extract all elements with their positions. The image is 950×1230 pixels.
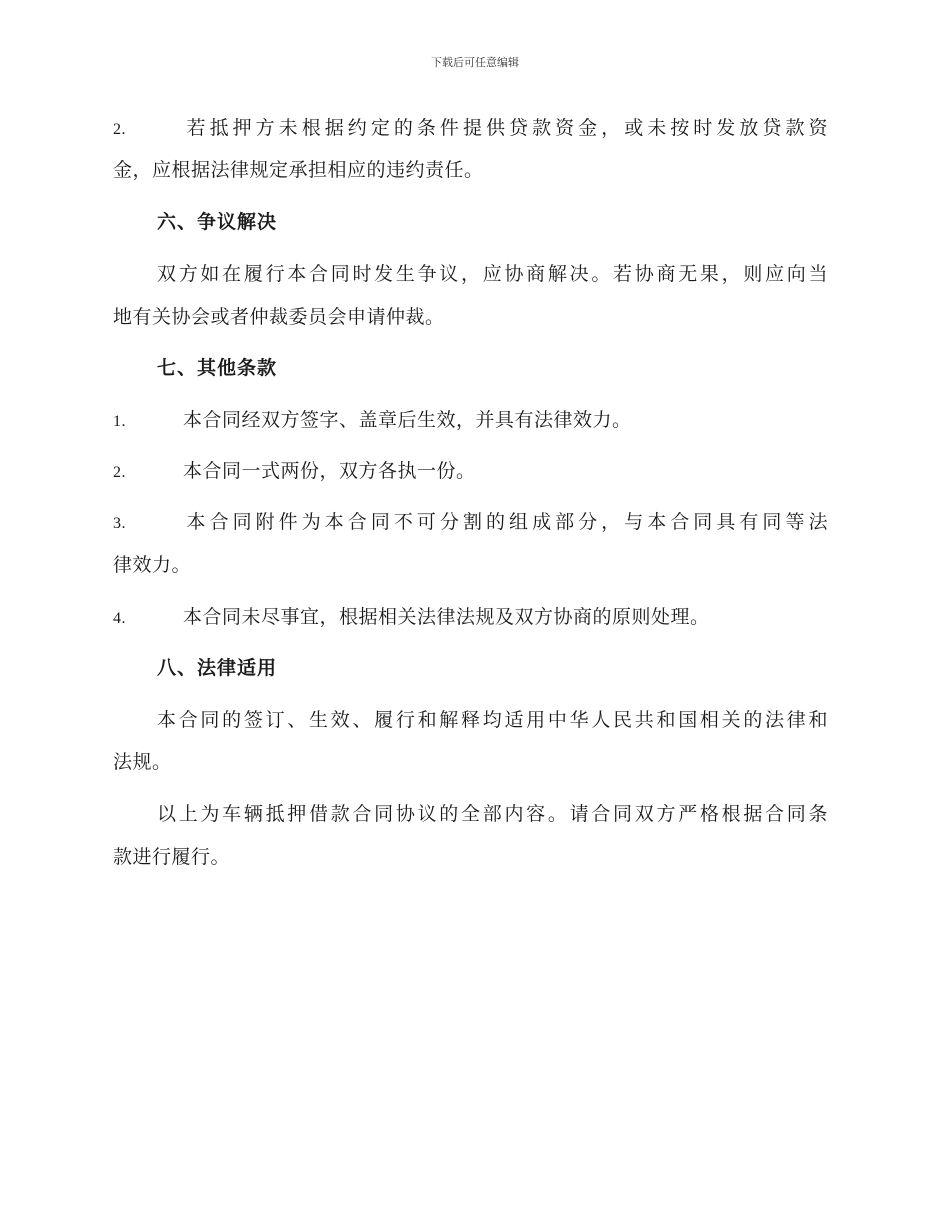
clause-item-5-2-line2: 金，应根据法律规定承担相应的违约责任。 [113, 159, 484, 181]
section-six-paragraph-line2: 地有关协会或者仲裁委员会申请仲裁。 [113, 306, 445, 328]
clause-item-7-1 [113, 408, 632, 434]
clause-item-7-3-line1 [113, 510, 828, 536]
section-heading-seven: 七、其他条款 [157, 357, 278, 379]
clause-number: 2. [113, 121, 126, 138]
closing-paragraph-line2: 款进行履行。 [113, 846, 231, 868]
clause-number: 4. [113, 610, 126, 627]
section-eight-paragraph-line2: 法规。 [113, 751, 172, 773]
clause-text: 本合同未尽事宜，根据相关法律法规及双方协商的原则处理。 [183, 606, 710, 628]
clause-text: 本合同一式两份，双方各执一份。 [183, 460, 476, 482]
page-header: 下载后可任意编辑 [431, 56, 519, 69]
clause-item-7-4 [113, 605, 710, 631]
clause-item-7-2 [113, 459, 476, 485]
clause-number: 3. [113, 515, 126, 532]
clause-text: 若抵押方未根据约定的条件提供贷款资金，或未按时发放贷款资 [183, 117, 828, 139]
section-heading-six: 六、争议解决 [157, 211, 278, 233]
clause-text: 本合同附件为本合同不可分割的组成部分，与本合同具有同等法 [183, 511, 828, 533]
section-eight-paragraph-line1: 本合同的签订、生效、履行和解释均适用中华人民共和国相关的法律和 [157, 709, 828, 731]
clause-item-5-2-line1 [113, 116, 828, 142]
clause-number: 1. [113, 413, 126, 430]
clause-item-7-3-line2: 律效力。 [113, 554, 192, 576]
closing-paragraph-line1: 以上为车辆抵押借款合同协议的全部内容。请合同双方严格根据合同条 [157, 803, 828, 825]
clause-number: 2. [113, 464, 126, 481]
section-six-paragraph-line1: 双方如在履行本合同时发生争议，应协商解决。若协商无果，则应向当 [157, 263, 828, 285]
section-heading-eight: 八、法律适用 [157, 657, 278, 679]
clause-text: 本合同经双方签字、盖章后生效，并具有法律效力。 [183, 409, 632, 431]
